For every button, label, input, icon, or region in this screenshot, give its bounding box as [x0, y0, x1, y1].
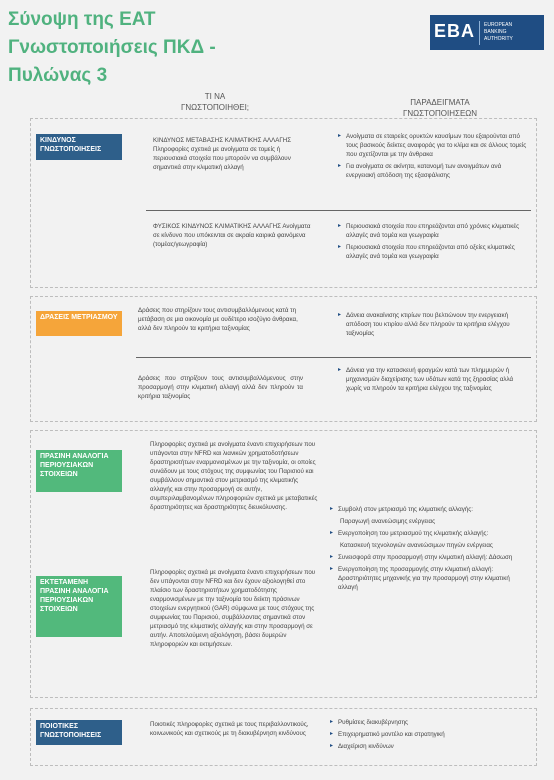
- mitigation-transition-example: [338, 311, 523, 341]
- example-item: ▸ Επιχειρηματικό μοντέλο και στρατηγική: [330, 731, 445, 738]
- arrow-right-icon: ▸: [330, 719, 334, 725]
- arrow-right-icon: ▸: [338, 244, 342, 250]
- arrow-right-icon: ▸: [338, 367, 342, 373]
- logo-divider: [479, 21, 480, 45]
- transition-risk-examples: [338, 132, 528, 183]
- extended-green-asset-ratio-text: Πληροφορίες σχετικά με ανοίγματα έναντι επιχειρήσεων που δεν υπάγονται στην NFRD και δεν έχουν αξιολογηθεί στο πλαίσιο των δραστηριοτήτων χρηματοδότησης εναρμονισμένων με την ταξινομία του δείκτη πράσινων στοιχείων ενεργητικού (GAR) σύμφωνα με τους στόχους της συμφωνίας του Παρισιού, συμβάλλοντας σημαντικά στον μετριασμό της κλιματικής αλλαγής και στην προσαρμογή σε αυτήν. Αποτελούμενη αξιολόγηση, βάσει δυμερών πληροφοριών και εκτιμήσεων.: [150, 569, 316, 648]
- page-title: [8, 6, 308, 90]
- qualitative-text: Ποιοτικές πληροφορίες σχετικά με τους περιβαλλοντικούς, κοινωνικούς και σχετικούς με τη διακυβέρνηση κινδύνους: [150, 721, 309, 737]
- title-line: Σύνοψη της ΕΑΤ: [8, 9, 156, 30]
- arrow-right-icon: ▸: [330, 743, 334, 749]
- logo-sub-line: AUTHORITY: [484, 36, 513, 42]
- green-ratio-examples: [330, 505, 525, 595]
- green-asset-ratio-text: Πληροφορίες σχετικά με ανοίγματα έναντι επιχειρήσεων που υπάγονται στην NFRD και λιανικών χρηματοδοτήσεων δραστηριοτήτων εναρμονισμένων με την ταξινομία, οι οποίες συνάδουν με τους στόχους της συμφωνίας του Παρισιού και συμβάλλουν σημαντικά στον μετριασμό της κλιματικής αλλαγής και στην προσαρμογή σε αυτήν, συμπεριλαμβανομένων πληροφοριών σχετικά με μεταβατικές δραστηριότητες και δραστηριότητες διευκόλυνσης.: [150, 441, 318, 511]
- example-item: ▸ Συμβολή στον μετριασμό της κλιματικής αλλαγής:: [330, 506, 473, 513]
- example-item: ▸ Περιουσιακά στοιχεία που επηρεάζονται από οξείες κλιματικές αλλαγές ανά τομέα και γεωγραφία: [338, 244, 515, 260]
- qualitative-examples: [330, 718, 525, 754]
- logo-mark: EBA: [434, 21, 476, 41]
- example-item: ▸ Διαχείριση κινδύνων: [330, 743, 394, 750]
- arrow-right-icon: ▸: [330, 566, 334, 572]
- arrow-right-icon: ▸: [330, 506, 334, 512]
- arrow-right-icon: ▸: [330, 731, 334, 737]
- example-item: ▸ Ρυθμίσεις διακυβέρνησης: [330, 719, 409, 726]
- green-asset-ratio-tag: ΠΡΑΣΙΝΗ ΑΝΑΛΟΓΙΑ ΠΕΡΙΟΥΣΙΑΚΩΝ ΣΤΟΙΧΕΙΩΝ: [36, 450, 122, 492]
- example-item: ▸ Συνεισφορά στην προσαρμογή στην κλιματική αλλαγή: Δάσωση: [330, 554, 513, 561]
- column-header-line: ΤΙ ΝΑ: [204, 92, 226, 101]
- extended-green-asset-ratio-tag: ΕΚΤΕΤΑΜΕΝΗ ΠΡΑΣΙΝΗ ΑΝΑΛΟΓΙΑ ΠΕΡΙΟΥΣΙΑΚΩΝ ΣΤΟΙΧΕΙΩΝ: [36, 576, 122, 637]
- title-line: Γνωστοποιήσεις ΠΚΔ -: [8, 37, 216, 58]
- physical-risk-text: ΦΥΣΙΚΟΣ ΚΙΝΔΥΝΟΣ ΚΛΙΜΑΤΙΚΗΣ ΑΛΛΑΓΗΣ Ανοίγματα σε κίνδυνο που υπόκεινται σε ακραία καιρικά φαινόμενα (τομέας/γεωγραφία): [153, 223, 311, 248]
- example-item: ▸ Ανοίγματα σε εταιρείες ορυκτών καυσίμων που εξαιρούνται από τους βασικούς δείκτες αναφοράς για το κλίμα και σε άλλους τομείς που σχετίζονται με την άνθρακα: [338, 133, 527, 158]
- example-subitem: Παραγωγή ανανεώσιμης ενέργειας: [340, 518, 436, 525]
- example-item: ▸ Για ανοίγματα σε ακίνητα, κατανομή των ανοιγμάτων ανά ενεργειακή απόδοση της εξασφάλισης: [338, 163, 502, 179]
- column-header-line: ΓΝΩΣΤΟΠΟΙΗΣΕΩΝ: [402, 109, 478, 118]
- mitigation-adaptation-text: Δράσεις που στηρίζουν τους αντισυμβαλλόμενους στην προσαρμογή στην κλιματική αλλαγή αλλά δεν πληρούν τα κριτήρια ταξινομίας: [138, 375, 303, 400]
- qualitative-tag: ΠΟΙΟΤΙΚΕΣ ΓΝΩΣΤΟΠΟΙΗΣΕΙΣ: [36, 720, 122, 745]
- column-header-examples: [385, 97, 495, 119]
- physical-risk-examples: [338, 222, 528, 264]
- risk-tag: ΚΙΝΔΥΝΟΣ ΓΝΩΣΤΟΠΟΙΗΣΕΙΣ: [36, 134, 122, 160]
- arrow-right-icon: ▸: [338, 312, 342, 318]
- logo-sub-line: BANKING: [484, 29, 507, 35]
- column-header-what: [165, 91, 265, 113]
- eba-logo: [430, 15, 544, 50]
- mitigation-transition-text: Δράσεις που στηρίζουν τους αντισυμβαλλόμενους κατά τη μετάβαση σε μια οικονομία με ουδέτερο ισοζύγιο άνθρακα, αλλά δεν πληρούν τα κριτήρια ταξινομίας: [138, 307, 298, 332]
- arrow-right-icon: ▸: [338, 133, 342, 139]
- arrow-right-icon: ▸: [338, 223, 342, 229]
- example-subitem: Κατασκευή τεχνολογιών ανανεώσιμων πηγών ενέργειας: [340, 542, 493, 549]
- column-header-line: ΓΝΩΣΤΟΠΟΙΗΘΕΙ;: [180, 103, 250, 112]
- example-item: ▸ Ενεργοποίηση του μετριασμού της κλιματικής αλλαγής:: [330, 530, 489, 537]
- title-line: Πυλώνας 3: [8, 65, 108, 86]
- example-item: ▸ Δάνεια για την κατασκευή φραγμών κατά των πλημμυρών ή μηχανισμών διαχείρισης των υδάτων κατά της ξηρασίας αλλά χωρίς να πληρούν τα κριτήρια ελέγχου της ταξινομίας: [338, 367, 514, 392]
- row-divider: [146, 210, 531, 211]
- logo-sub-line: EUROPEAN: [484, 22, 513, 28]
- arrow-right-icon: ▸: [338, 163, 342, 169]
- column-header-line: ΠΑΡΑΔΕΙΓΜΑΤΑ: [410, 98, 470, 107]
- example-item: ▸ Ενεργοποίηση της προσαρμογής στην κλιματική αλλαγή: Δραστηριότητες μηχανικής για την προσαρμογή στην κλιματική αλλαγή: [330, 566, 510, 591]
- transition-risk-text: ΚΙΝΔΥΝΟΣ ΜΕΤΑΒΑΣΗΣ ΚΛΙΜΑΤΙΚΗΣ ΑΛΛΑΓΗΣ Πληροφορίες σχετικά με ανοίγματα σε τομείς ή περιουσιακά στοιχεία που μπορούν να συμβάλουν σημαντικά στην κλιματική αλλαγή: [153, 137, 292, 171]
- row-divider: [136, 357, 531, 358]
- arrow-right-icon: ▸: [330, 554, 334, 560]
- mitigation-adaptation-example: [338, 366, 528, 396]
- mitigation-tag: ΔΡΑΣΕΙΣ ΜΕΤΡΙΑΣΜΟΥ: [36, 311, 122, 336]
- logo-subtitle: [484, 22, 513, 43]
- arrow-right-icon: ▸: [330, 530, 334, 536]
- example-item: ▸ Δάνεια ανακαίνισης κτιρίων που βελτιώνουν την ενεργειακή απόδοση του κτιρίου αλλά δεν πληρούν τα κριτήρια ελέγχου ταξινομίας: [338, 312, 510, 337]
- example-item: ▸ Περιουσιακά στοιχεία που επηρεάζονται από χρόνιες κλιματικές αλλαγές ανά τομέα και γεωγραφία: [338, 223, 520, 239]
